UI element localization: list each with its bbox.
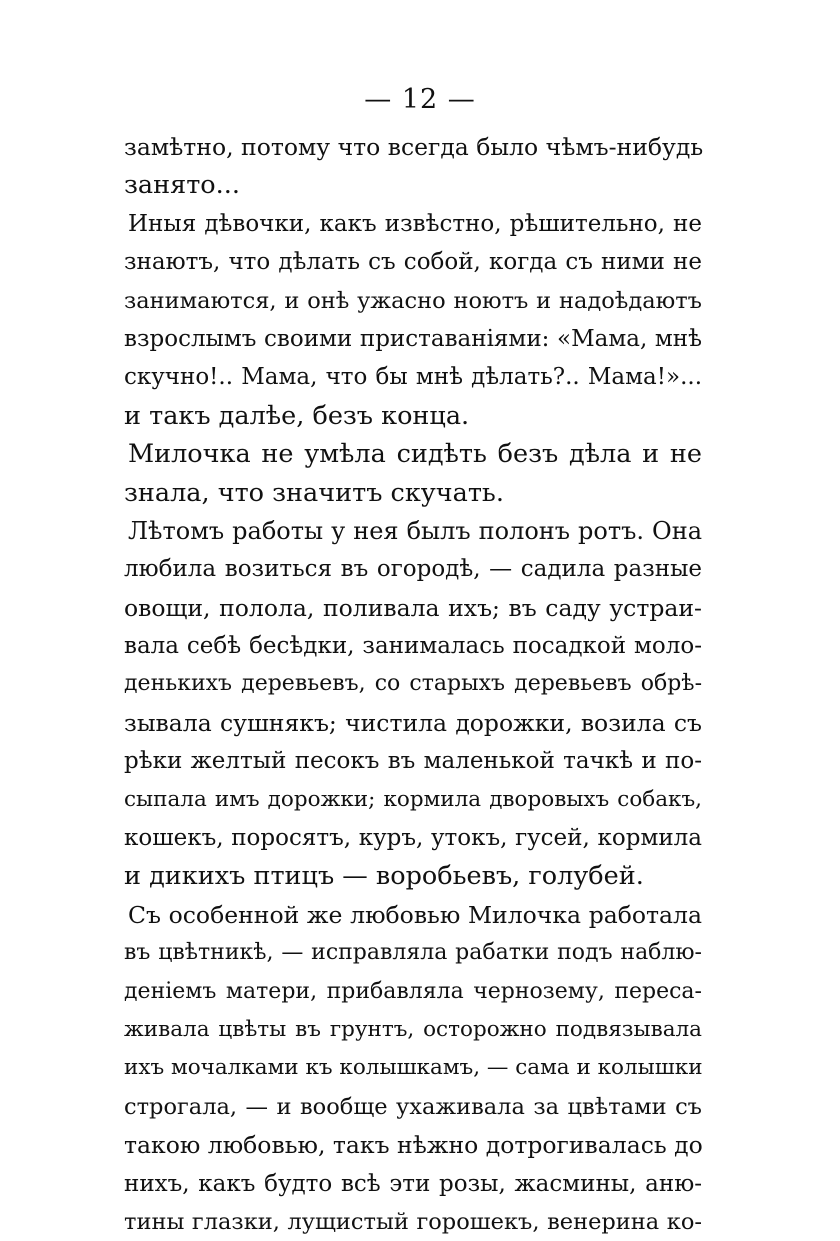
text-line: занимаются, и онѣ ужасно ноютъ и надоѣдаютъ [124,287,702,314]
text-line: любила возиться въ огородѣ, — садила разные [124,556,702,583]
text-line: зывала сушнякъ; чистила дорожки, возила съ [124,708,702,737]
paragraph-start-line: Иныя дѣвочки, какъ извѣстно, рѣшительно, не [128,210,702,237]
text-line: тины глазки, лущистый горошекъ, венерина ко- [124,1208,702,1235]
text-line: и такъ далѣе, безъ конца. [124,400,470,431]
text-line: денькихъ деревьевъ, со старыхъ деревьевъ обрѣ- [124,671,702,697]
text-line: взрослымъ своими приставаніями: «Мама, мнѣ [124,325,702,352]
text-line: живала цвѣты въ грунтъ, осторожно подвязывала [124,1016,702,1042]
paragraph-start-line: Милочка не умѣла сидѣть безъ дѣла и не [128,439,702,470]
text-line: замѣтно, потому что всегда было чѣмъ-нибудь [124,133,704,161]
page-number: — 12 — [364,84,476,115]
text-line: занято... [124,170,240,201]
text-line: знаютъ, что дѣлать съ собой, когда съ ними не [124,249,702,276]
text-line: такою любовью, такъ нѣжно дотрогивалась до [124,1131,703,1160]
text-line: деніемъ матери, прибавляла чернозему, переса- [124,978,702,1004]
text-line: кошекъ, поросятъ, куръ, утокъ, гусей, кормила [124,825,702,852]
text-line: знала, что значитъ скучать. [124,477,504,508]
text-line: вала себѣ бесѣдки, занималась посадкой моло- [124,633,702,660]
paragraph-start-line: Съ особенной же любовью Милочка работала [128,900,702,929]
text-line: сыпала имъ дорожки; кормила дворовыхъ собакъ, [124,786,702,812]
text-line: строгала, — и вообще ухаживала за цвѣтами съ [124,1093,702,1120]
text-line: нихъ, какъ будто всѣ эти розы, жасмины, аню- [124,1170,702,1197]
text-line: и дикихъ птицъ — воробьевъ, голубей. [124,861,644,892]
paragraph-start-line: Лѣтомъ работы у нея былъ полонъ ротъ. Она [128,516,702,545]
text-line: скучно!.. Мама, что бы мнѣ дѣлать?.. Мама!»... [124,364,702,391]
text-line: ихъ мочалками къ колышкамъ, — сама и колышки [124,1055,703,1081]
text-line: овощи, полола, поливала ихъ; въ саду устраи- [124,593,702,622]
body-text [124,128,702,1241]
text-line: рѣки желтый песокъ въ маленькой тачкѣ и по- [124,748,702,775]
text-line: въ цвѣтникѣ, — исправляла рабатки подъ наблю- [124,940,702,966]
